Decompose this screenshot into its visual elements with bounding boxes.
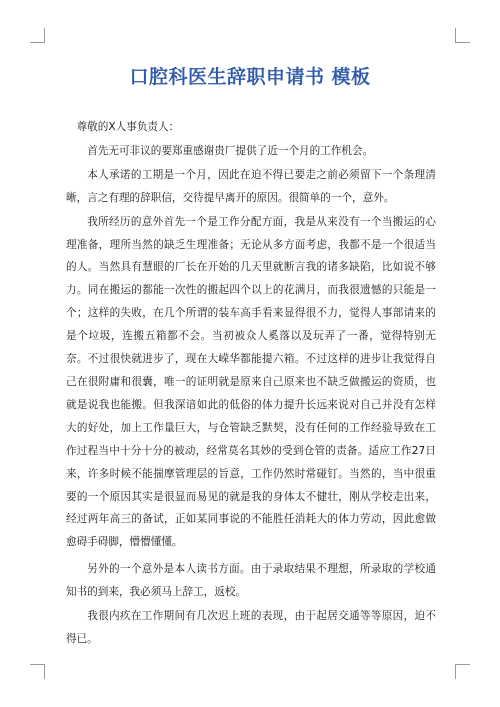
paragraph: 我所经历的意外首先一个是工作分配方面，我是从来没有一个当搬运的心理准备，理所当然的缺乏生理准备；无论从多方面考虑，我都不是一个很适当的人。当然具有慧眼的厂长在开始的几天里就断言我的诸多缺陷，比如说不够力。同在搬运的都能一次性的搬起四个以上的花满月，而我很遗憾的只能是一个；这样的失败，在几个所谓的装车高手看来显得很不力，觉得人事部请来的是个垃圾，连搬五箱都不会。当初被众人奚落以及玩弄了一番，觉得特别无奈。不过很快就进步了，现在大嵘华都能提六箱。不过这样的进步让我觉得自己在很附庸和很囊，唯一的证明就是原来自己原来也不缺乏做搬运的资质，也就是说我也能搬。但我深谙如此的低俗的体力提升长远来说对自己并没有怎样大的好处，加上工作量巨大，与仓管缺乏默契，没有任何的工作经验导致在工作过程当中十分十分的被动，经常莫名其妙的受到仓管的责备。适应工作27日来，许多时候不能揣摩管理层的旨意，工作仍然时常碰钉。当然的，当中很重要的一个原因其实是很显而易见的就是我的身体太不健壮，刚从学校走出来，经过两年高三的备试，正如某同事说的不能胜任消耗大的体力劳动，因此愈做愈碍手碍脚，懵懵懂懂。 — [66, 215, 436, 549]
salutation: 尊敬的X人事负责人： — [76, 121, 180, 133]
crop-mark-top-left — [30, 28, 45, 43]
paragraph: 另外的一个意外是本人读书方面。由于录取结果不理想，所录取的学校通知书的到来，我必须马上辞工，返校。 — [66, 563, 436, 599]
document-title: 口腔科医生辞职申请书 模板 — [129, 66, 371, 88]
paragraph: 我很内疚在工作期间有几次迟上班的表现，由于起居交通等等原因，迫不得已。 — [66, 610, 436, 645]
crop-mark-bottom-right — [455, 664, 470, 679]
document-body — [66, 116, 436, 652]
paragraph: 本人承诺的工期是一个月，因此在迫不得已要走之前必须留下一个条理清晰，言之有理的辞职信，交待提早离开的原因。很简单的一个，意外。 — [66, 168, 436, 204]
crop-mark-bottom-left — [30, 664, 45, 679]
crop-mark-top-right — [455, 28, 470, 43]
paragraph: 首先无可非议的要郑重感谢贵厂提供了近一个月的工作机会。 — [87, 144, 374, 157]
